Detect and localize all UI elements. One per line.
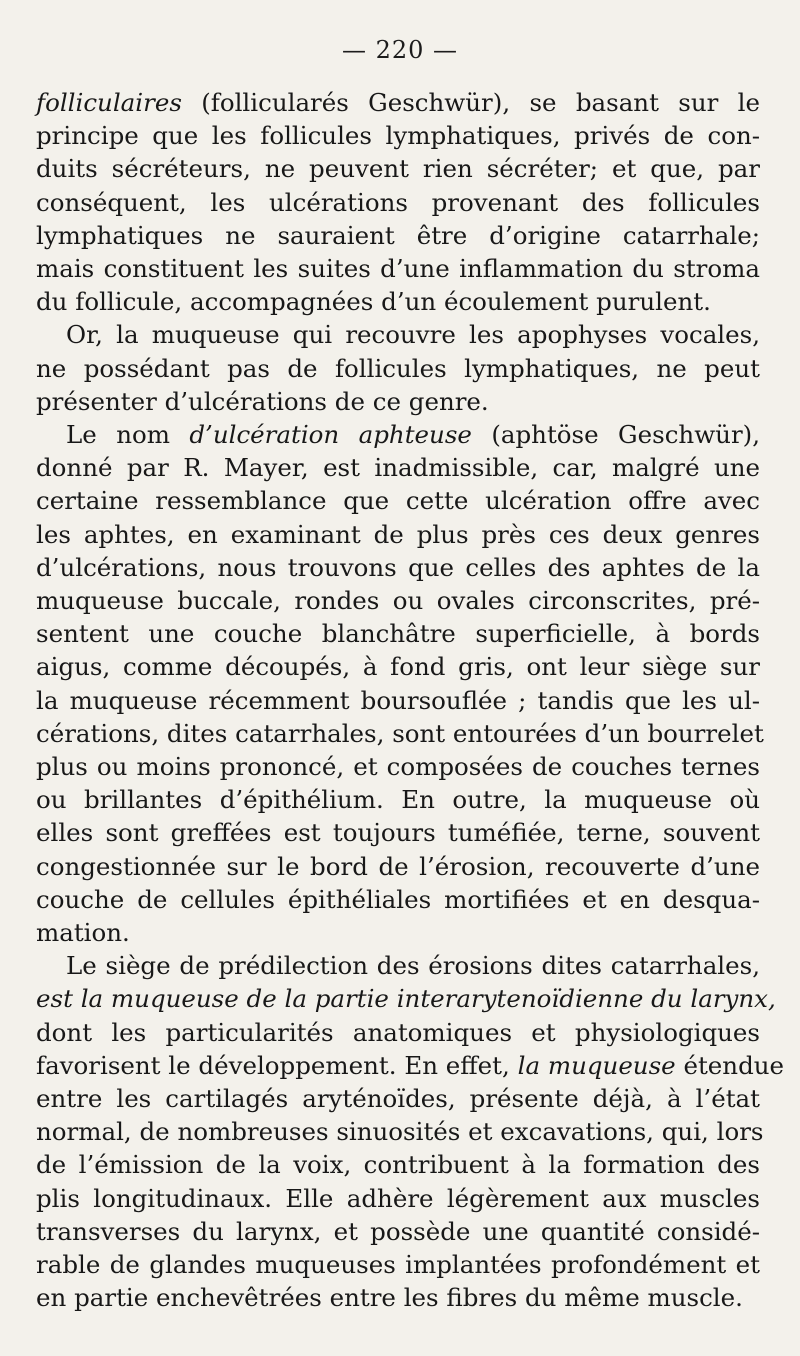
text-span: conséquent, les ulcérations provenant des follicules bbox=[36, 187, 760, 217]
text-line bbox=[36, 1281, 760, 1314]
text-line bbox=[36, 518, 760, 551]
text-line bbox=[36, 617, 760, 650]
italic-text: la muqueuse bbox=[517, 1050, 676, 1080]
text-span: entre les cartilagés aryténoïdes, présente déjà, à l’état bbox=[36, 1084, 760, 1113]
text-span: de l’émission de la voix, contribuent à la formation des bbox=[36, 1150, 760, 1180]
text-span: cérations, dites catarrhales, sont entourées d’un bourrelet bbox=[36, 718, 764, 748]
text-span: ne possédant pas de follicules lymphatiques, ne peut bbox=[36, 353, 760, 383]
text-span: d’ulcérations, nous trouvons que celles des aphtes de la bbox=[36, 552, 760, 582]
text-line bbox=[36, 385, 760, 418]
text-span: ou brillantes d’épithélium. En outre, la muqueuse où bbox=[36, 785, 760, 815]
text-line bbox=[36, 816, 760, 849]
text-line bbox=[36, 750, 760, 783]
text-line bbox=[36, 949, 760, 982]
text-span: favorisent le développement. En effet, bbox=[36, 1050, 518, 1080]
text-span: congestionnée sur le bord de l’érosion, recouverte d’une bbox=[36, 851, 760, 881]
text-span: la muqueuse récemment boursouflée ; tandis que les ul- bbox=[36, 685, 760, 715]
text-line bbox=[36, 850, 760, 883]
text-line bbox=[36, 219, 760, 252]
text-span: transverses du larynx, et possède une quantité considé- bbox=[36, 1216, 760, 1246]
text-line bbox=[36, 352, 760, 385]
text-line bbox=[36, 1115, 764, 1148]
text-line bbox=[36, 584, 760, 617]
text-span: Le nom bbox=[66, 420, 190, 449]
text-span: couche de cellules épithéliales mortifiées et en desqua- bbox=[36, 884, 760, 914]
text-span: principe que les follicules lymphatiques, privés de con- bbox=[36, 121, 760, 151]
text-line bbox=[36, 451, 760, 484]
text-span: (aphtöse Geschwür), bbox=[471, 420, 760, 449]
text-line bbox=[36, 883, 760, 916]
text-span: muqueuse buccale, rondes ou ovales circonscrites, pré- bbox=[36, 586, 760, 615]
text-line bbox=[36, 86, 760, 119]
text-span: en partie enchevêtrées entre les fibres du même muscle. bbox=[36, 1283, 743, 1313]
text-line bbox=[36, 186, 760, 219]
text-line bbox=[36, 285, 760, 318]
text-span: dont les particularités anatomiques et physiologiques bbox=[36, 1017, 760, 1047]
text-line bbox=[36, 252, 760, 285]
text-line bbox=[36, 119, 760, 152]
text-line bbox=[36, 783, 760, 816]
text-line bbox=[36, 484, 760, 517]
text-line bbox=[36, 1049, 785, 1082]
text-line bbox=[36, 1215, 760, 1248]
text-span: lymphatiques ne sauraient être d’origine catarrhale; bbox=[36, 220, 760, 250]
text-span: Le siège de prédilection des érosions dites catarrhales, bbox=[66, 951, 760, 981]
text-span: Or, la muqueuse qui recouvre les apophyses vocales, bbox=[66, 320, 760, 350]
text-span: rable de glandes muqueuses implantées profondément et bbox=[36, 1250, 760, 1279]
text-span: certaine ressemblance que cette ulcération offre avec bbox=[36, 486, 760, 516]
text-span: présenter d’ulcérations de ce genre. bbox=[36, 386, 489, 416]
text-line bbox=[36, 1182, 760, 1215]
text-line bbox=[36, 684, 760, 717]
text-span: normal, de nombreuses sinuosités et excavations, qui, lors bbox=[36, 1117, 764, 1147]
text-span: elles sont greffées est toujours tuméfiée, terne, souvent bbox=[36, 818, 760, 848]
text-line bbox=[36, 916, 760, 949]
text-span: plus ou moins prononcé, et composées de couches ternes bbox=[36, 752, 760, 781]
text-line bbox=[36, 650, 760, 683]
text-span: les aphtes, en examinant de plus près ces deux genres bbox=[36, 519, 760, 549]
italic-text: est la muqueuse de la partie interarytenoïdienne du larynx, bbox=[36, 984, 776, 1014]
text-span: (follicularés Geschwür), se basant sur le bbox=[181, 88, 760, 117]
text-line bbox=[36, 1148, 760, 1181]
text-line bbox=[36, 152, 760, 185]
italic-text: d’ulcération aphteuse bbox=[189, 420, 472, 449]
text-span: mation. bbox=[36, 918, 130, 947]
text-span: du follicule, accompagnées d’un écoulement purulent. bbox=[36, 287, 711, 317]
text-span: plis longitudinaux. Elle adhère légèrement aux muscles bbox=[36, 1183, 760, 1213]
text-line bbox=[36, 1248, 760, 1281]
text-span: donné par R. Mayer, est inadmissible, car, malgré une bbox=[36, 453, 760, 483]
text-span: mais constituent les suites d’une inflammation du stroma bbox=[36, 254, 760, 283]
text-line bbox=[36, 982, 776, 1015]
italic-text: folliculaires bbox=[36, 88, 182, 117]
text-line bbox=[36, 418, 760, 451]
text-span: duits sécréteurs, ne peuvent rien sécréter; et que, par bbox=[36, 154, 760, 184]
text-span: étendue bbox=[675, 1050, 785, 1080]
page-number: — 220 — bbox=[341, 36, 459, 64]
text-span: aigus, comme découpés, à fond gris, ont leur siège sur bbox=[36, 652, 760, 682]
text-span: sentent une couche blanchâtre superficielle, à bords bbox=[36, 619, 760, 649]
text-line bbox=[36, 1016, 760, 1049]
text-line bbox=[36, 717, 764, 750]
text-line bbox=[36, 318, 760, 351]
text-line bbox=[36, 551, 760, 584]
text-line bbox=[36, 1082, 760, 1115]
